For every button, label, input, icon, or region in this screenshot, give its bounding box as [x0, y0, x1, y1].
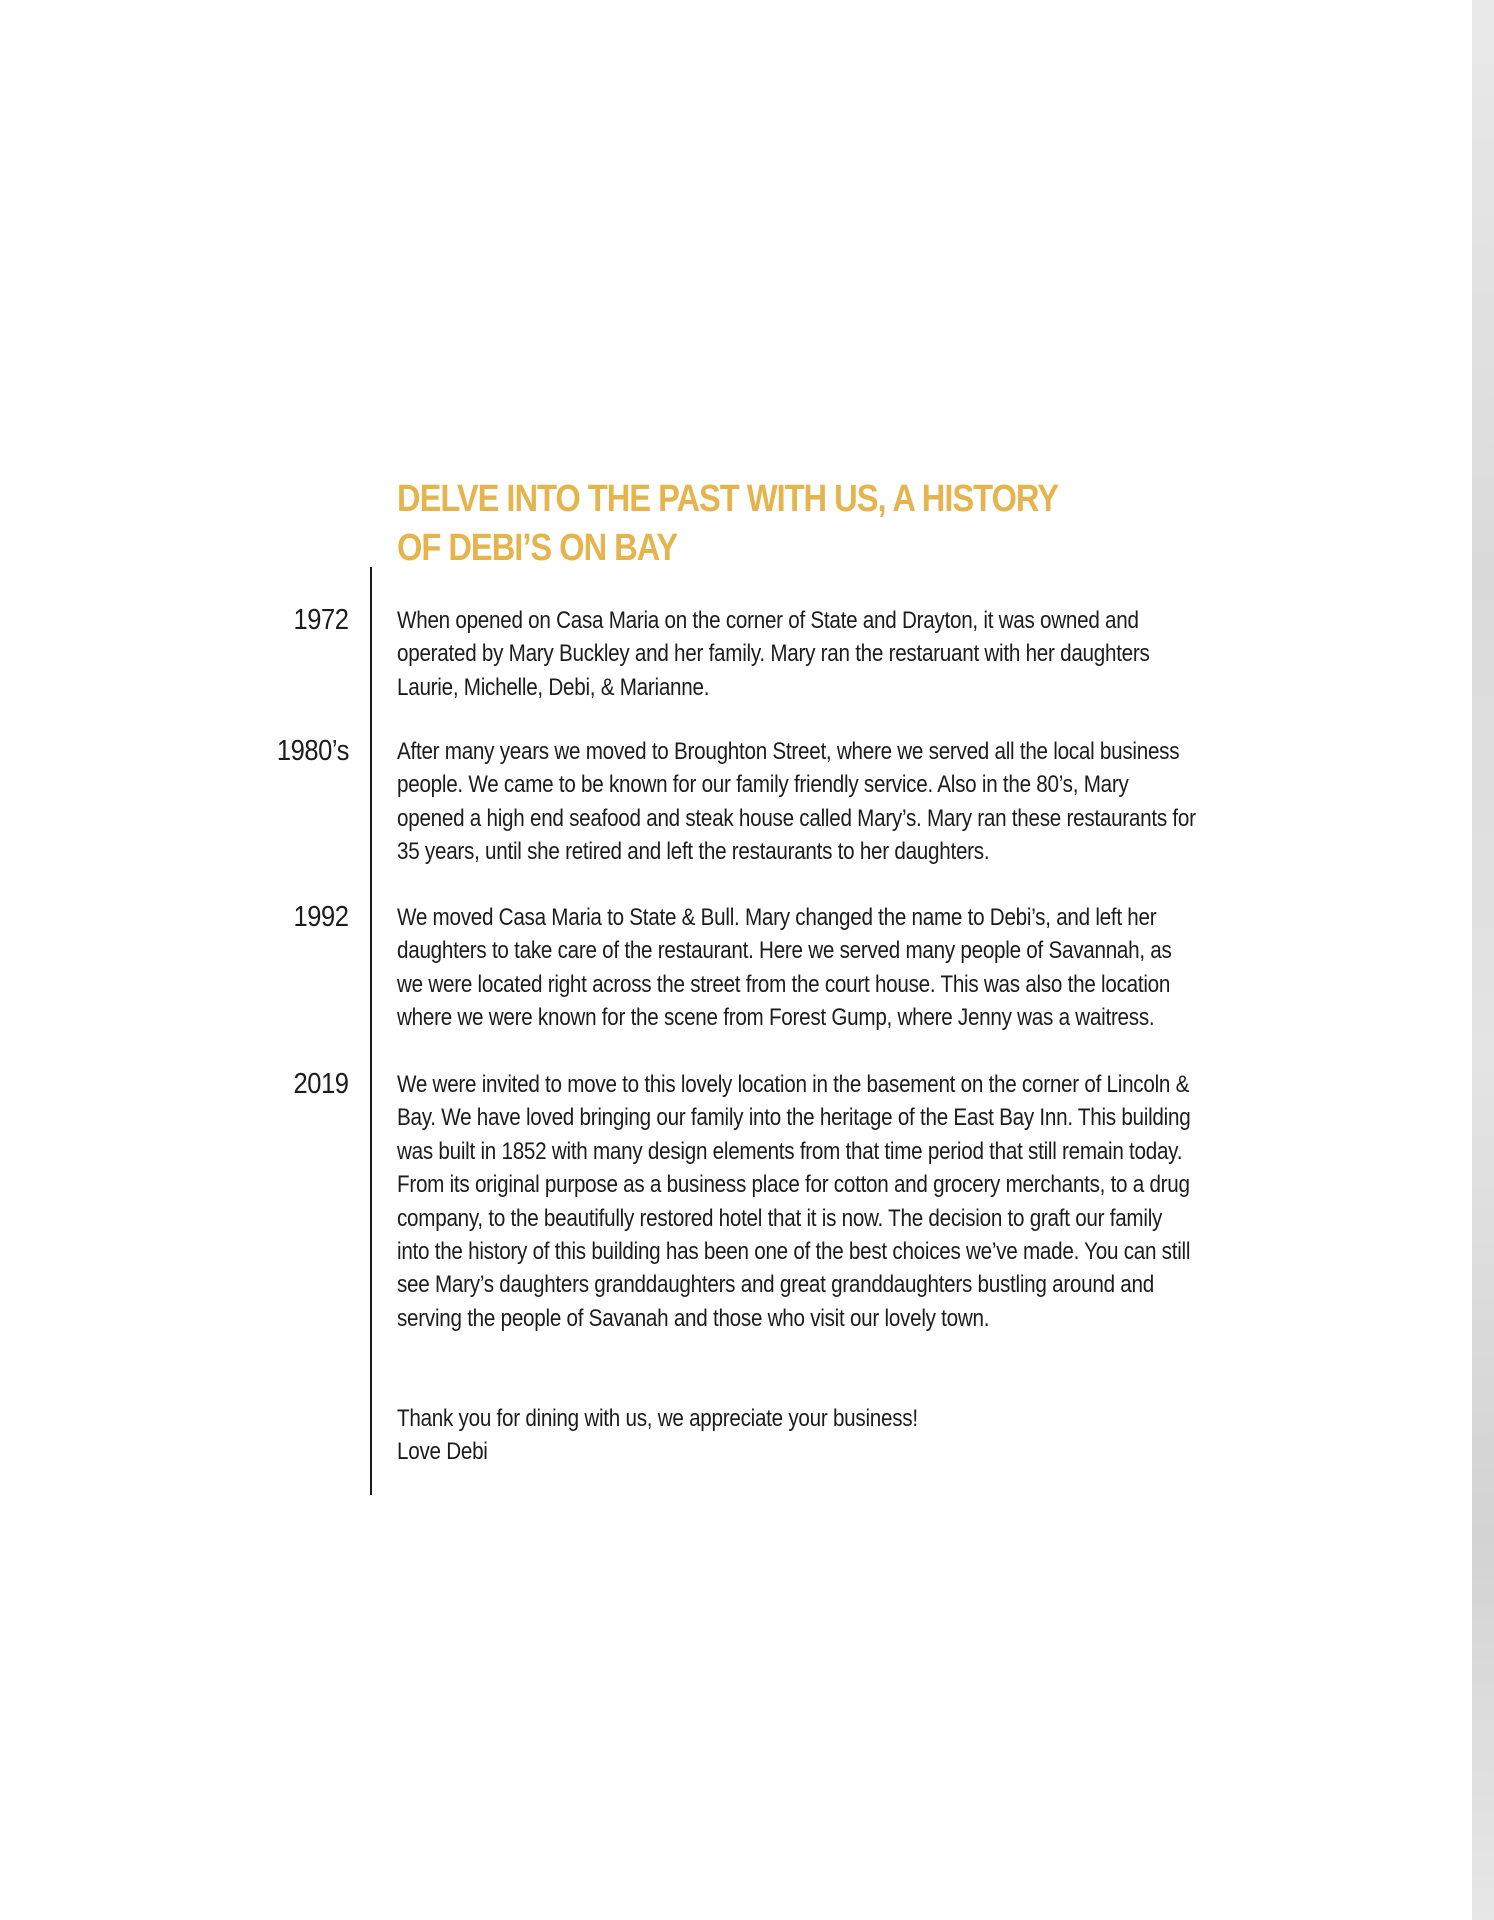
- timeline-text: We were invited to move to this lovely location in the basement on the corner of Lincoln & Bay. We have loved bringing our family into the heritage of the East Bay Inn. This building was built in 1852 with many design elements from that time period that still remain today. From its original purpose as a business place for cotton and grocery merchants, to a drug company, to the beautifully restored hotel that it is now. The decision to graft our family into the history of this building has been one of the best choices we’ve made. You can still see Mary’s daughters granddaughters and great granddaughters bustling around and serving the people of Savanah and those who visit our lovely town.: [397, 1071, 1191, 1332]
- timeline-rule: [370, 567, 372, 1495]
- closing-note: [397, 1402, 1197, 1469]
- page-title: [397, 475, 1059, 573]
- page-title-line-1: DELVE INTO THE PAST WITH US, A HISTORY: [397, 478, 1059, 520]
- page-title-line-2: OF DEBI’S ON BAY: [397, 527, 678, 569]
- timeline-year: 1980’s: [276, 735, 349, 767]
- timeline-text: We moved Casa Maria to State & Bull. Mary changed the name to Debi’s, and left her daughters to take care of the restaurant. Here we served many people of Savannah, as we were located right across the street from the court house. This was also the location where we were known for the scene from Forest Gump, where Jenny was a waitress.: [397, 904, 1172, 1032]
- timeline-text: After many years we moved to Broughton Street, where we served all the local business people. We came to be known for our family friendly service. Also in the 80’s, Mary opened a high end seafood and steak house called Mary’s. Mary ran these restaurants for 35 years, until she retired and left the restaurants to her daughters.: [397, 738, 1196, 866]
- timeline-text: When opened on Casa Maria on the corner of State and Drayton, it was owned and operated by Mary Buckley and her family. Mary ran the restaruant with her daughters Laurie, Michelle, Debi, & Marianne.: [397, 607, 1150, 701]
- timeline-year: 2019: [293, 1068, 349, 1100]
- timeline-year: 1972: [293, 604, 349, 636]
- timeline-year: 1992: [293, 901, 349, 933]
- closing-thanks: Thank you for dining with us, we appreciate your business!: [397, 1405, 918, 1432]
- closing-signature: Love Debi: [397, 1438, 488, 1466]
